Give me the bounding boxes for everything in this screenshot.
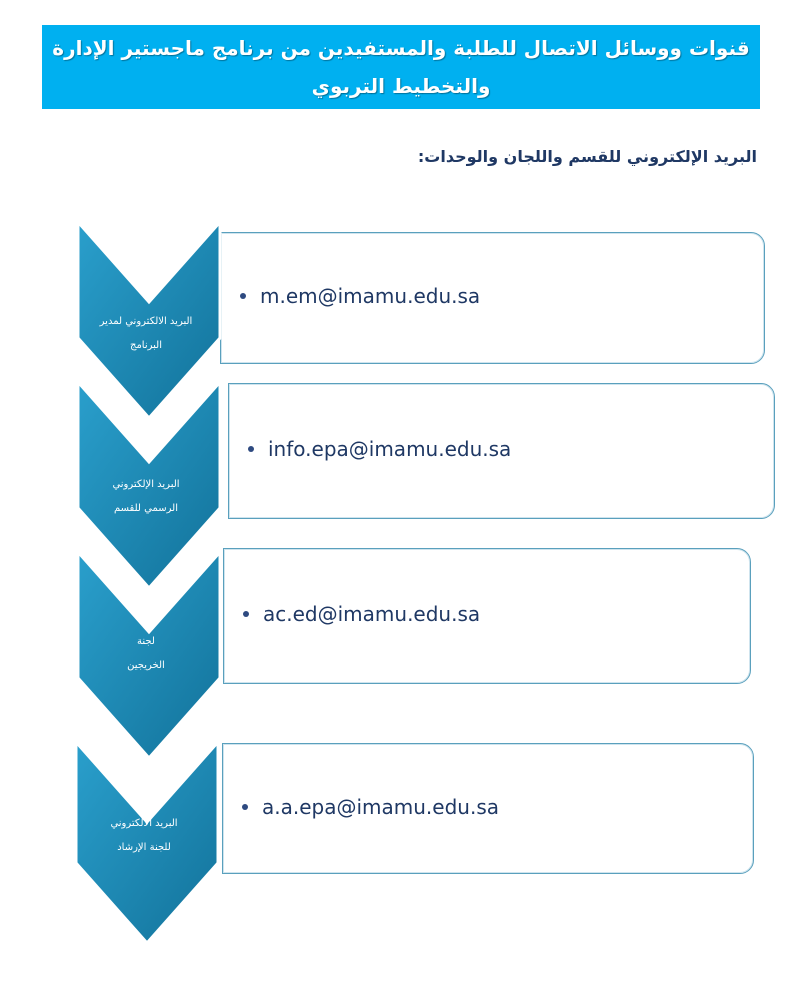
bullet-icon: [243, 611, 249, 617]
label-line: البريد الإلكتروني: [112, 479, 180, 490]
chevron-label: [86, 473, 206, 521]
chevron-label: [86, 630, 206, 678]
header-banner: [42, 25, 760, 109]
email-link[interactable]: m.em@imamu.edu.sa: [260, 284, 481, 308]
label-line: الرسمي للقسم: [113, 503, 178, 514]
email-link[interactable]: info.epa@imamu.edu.sa: [268, 437, 512, 461]
label-line: الخريجين: [127, 660, 165, 671]
chevron-label: [86, 310, 206, 358]
label-line: البريد الالكتروني لمدير: [99, 316, 193, 327]
email-link[interactable]: ac.ed@imamu.edu.sa: [263, 602, 481, 626]
bullet-icon: [240, 293, 246, 299]
bullet-icon: [248, 446, 254, 452]
bullet-icon: [242, 804, 248, 810]
chevron-label: [84, 812, 204, 860]
label-line: للجنة الإرشاد: [117, 842, 171, 853]
page-title: قنوات ووسائل الاتصال للطلبة والمستفيدين من برنامج ماجستير الإدارة والتخطيط التربوي: [52, 36, 750, 98]
email-link[interactable]: a.a.epa@imamu.edu.sa: [262, 795, 500, 819]
email-item: [243, 602, 480, 626]
section-subtitle: البريد الإلكتروني للقسم واللجان والوحدات:: [417, 147, 757, 166]
label-line: البريد الالكتروني: [110, 818, 178, 829]
label-line: لجنة: [137, 636, 155, 647]
email-item: [248, 437, 511, 461]
email-item: [240, 284, 480, 308]
email-item: [242, 795, 499, 819]
label-line: البرنامج: [129, 340, 162, 351]
